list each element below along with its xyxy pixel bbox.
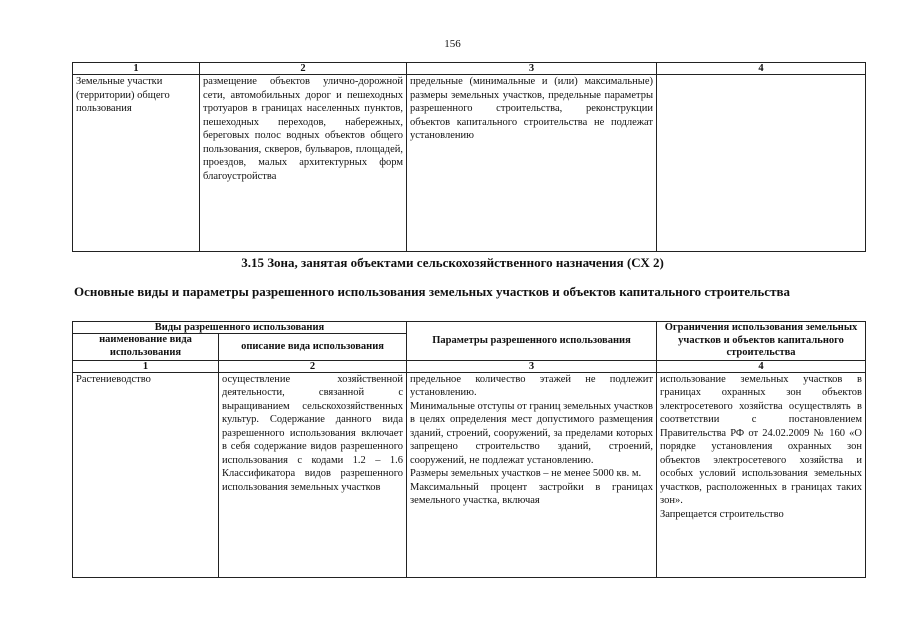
zone-title: 3.15 Зона, занятая объектами сельскохозяйственного назначения (СХ 2) [241, 255, 664, 270]
restriction-construction: Запрещается строительство [660, 508, 784, 520]
continuation-table [72, 62, 866, 252]
column-numbers-row [73, 360, 866, 372]
usage-types-header: Виды разрешенного использования [73, 322, 407, 334]
column-number-3: 3 [407, 360, 657, 372]
param-coverage: Максимальный процент застройки в границах земельного участка, включая [410, 481, 654, 506]
usage-name-cell: Растениеводство [73, 372, 219, 577]
table-row [73, 75, 866, 252]
table-header-row [73, 63, 866, 75]
usage-description-cell: осуществление хозяйственной деятельности, связанной с выращиванием сельскохозяйственных культур. Содержание данного вида разрешенного использования включает в себя содержание видов разрешенного использования с кодами 1.2 – 1.6 Классификатора видов разрешенного использования земельных участков [219, 372, 407, 577]
usage-description-header: описание вида использования [219, 334, 407, 361]
restriction-power-zones: использование земельных участков в границах охранных зон объектов электросетевого хозяйства осуществлять в соответствии с постановлением Правительства РФ от 24.02.2009 № 160 «О порядке установления охранных зон объектов электросетевого хозяйства и особых условий использования земельных участков, расположенных в границах таких зон». [660, 373, 863, 506]
parameters-cell [407, 372, 657, 577]
table-row [73, 372, 866, 577]
parameters-header: Параметры разрешенного использования [407, 322, 657, 361]
parameters-cell: предельные (минимальные и (или) максимальные) размеры земельных участков, предельные параметры разрешенного строительства, реконструкции объектов капитального строительства не подлежат установлению [407, 75, 657, 252]
param-setbacks: Минимальные отступы от границ земельных участков в целях определения мест допустимого размещения зданий, строений, сооружений, за пределами которых запрещено строительство зданий, строений, сооружений, не подлежат установлению. [410, 400, 654, 466]
zone-usage-table [72, 321, 866, 578]
table-header-row [73, 322, 866, 334]
section-title: Основные виды и параметры разрешенного использования земельных участков и объектов капитального строительства [74, 284, 790, 299]
usage-description-cell: размещение объектов улично-дорожной сети, автомобильных дорог и пешеходных тротуаров в границах населенных пунктов, пешеходных переходов, набережных, береговых полос водных объектов общего пользования, скверов, бульваров, площадей, проездов, малых архитектурных форм благоустройства [200, 75, 407, 252]
land-type-cell: Земельные участки (территории) общего пользования [73, 75, 200, 252]
column-number-3: 3 [407, 63, 657, 75]
restrictions-header: Ограничения использования земельных участков и объектов капитального строительства [657, 322, 866, 361]
param-floors: предельное количество этажей не подлежит установлению. [410, 373, 654, 398]
restrictions-cell [657, 372, 866, 577]
column-number-2: 2 [219, 360, 407, 372]
restrictions-cell [657, 75, 866, 252]
column-number-4: 4 [657, 360, 866, 372]
column-number-1: 1 [73, 360, 219, 372]
param-plot-size: Размеры земельных участков – не менее 5000 кв. м. [410, 468, 642, 479]
column-number-2: 2 [200, 63, 407, 75]
usage-name-header: наименование вида использования [73, 334, 219, 361]
column-number-4: 4 [657, 63, 866, 75]
column-number-1: 1 [73, 63, 200, 75]
page-number: 156 [444, 38, 461, 50]
